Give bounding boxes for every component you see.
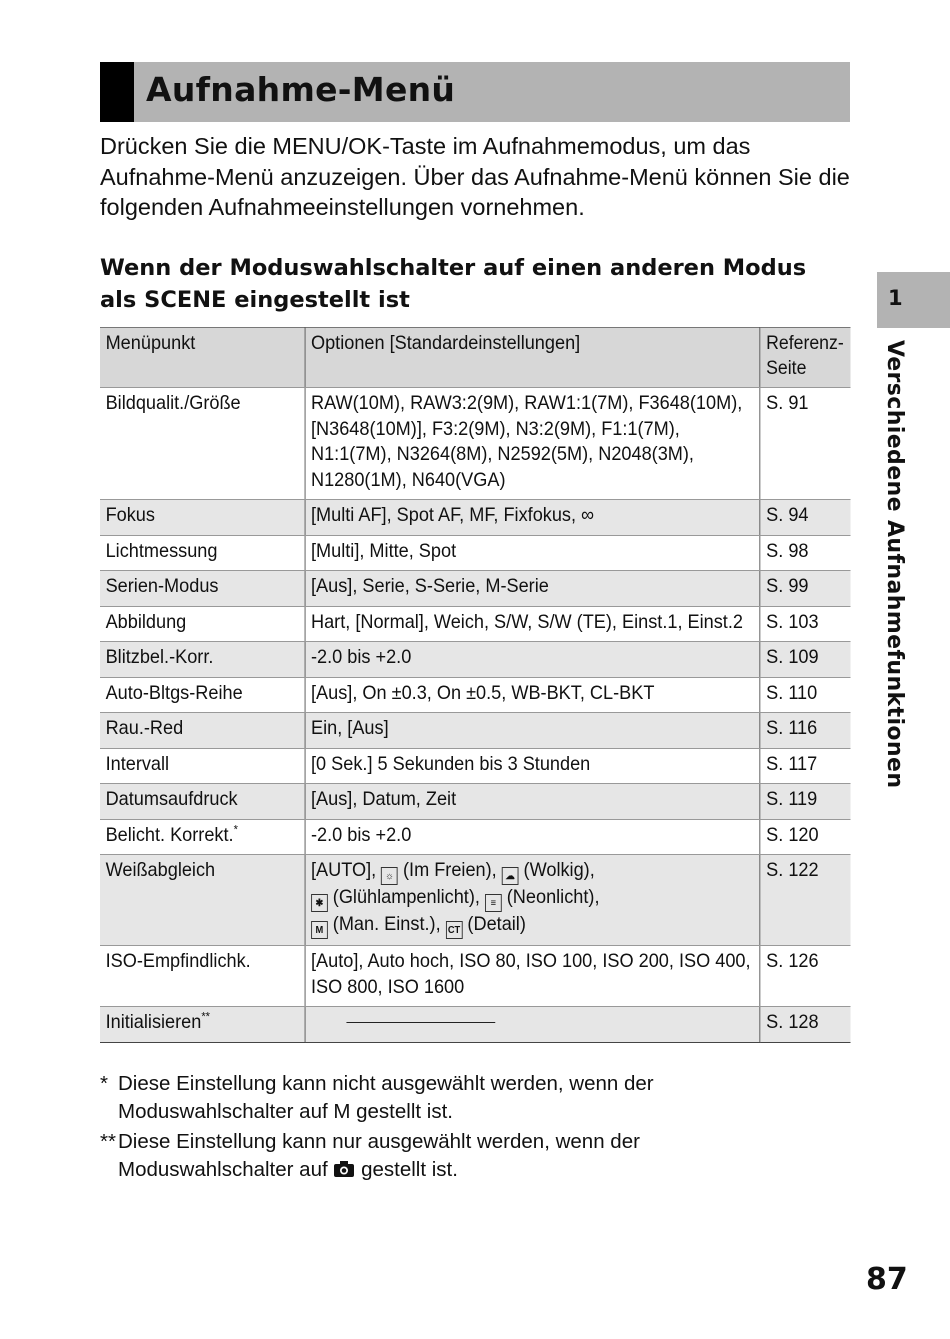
row-item-label: Belicht. Korrekt. (105, 823, 234, 846)
table-row (100, 500, 851, 536)
row-ref: S. 103 (760, 606, 850, 642)
row-item: ISO-Empfindlichk. (100, 946, 305, 1007)
footnotes (100, 1070, 820, 1186)
table-row (100, 1007, 851, 1043)
row-ref: S. 91 (760, 388, 850, 500)
table-row (100, 819, 851, 855)
row-options: -2.0 bis +2.0 (305, 819, 760, 855)
row-ref: S. 109 (760, 642, 850, 678)
row-options: Ein, [Aus] (305, 713, 760, 749)
row-item: Serien-Modus (100, 571, 305, 607)
wb-manual: (Man. Einst.), (332, 913, 441, 935)
row-options: [Aus], Serie, S-Serie, M-Serie (305, 571, 760, 607)
dash-line (346, 1022, 495, 1023)
page-title: Aufnahme-Menü (146, 70, 456, 109)
chapter-number: 1 (888, 286, 903, 310)
row-options: [Aus], Datum, Zeit (305, 784, 760, 820)
row-item: Weißabgleich (100, 855, 305, 946)
table-row (100, 535, 851, 571)
row-item: Lichtmessung (100, 535, 305, 571)
footnote-mark: ** (201, 1009, 211, 1024)
header-menu-item: Menüpunkt (100, 328, 305, 388)
row-options: Hart, [Normal], Weich, S/W, S/W (TE), Einst.1, Einst.2 (305, 606, 760, 642)
row-item: Auto-Bltgs-Reihe (100, 677, 305, 713)
row-item: Abbildung (100, 606, 305, 642)
footnote-text: Diese Einstellung kann nur ausgewählt werden, wenn der Moduswahlschalter auf (118, 1130, 640, 1181)
menu-table (100, 327, 851, 1043)
chapter-label: Verschiedene Aufnahmefunktionen (882, 340, 907, 789)
row-item: Blitzbel.-Korr. (100, 642, 305, 678)
row-options (305, 1007, 760, 1043)
fluorescent-icon: ≡ (485, 894, 502, 912)
row-item (100, 819, 305, 855)
header-options: Optionen [Standardeinstellungen] (305, 328, 760, 388)
row-item: Rau.-Red (100, 713, 305, 749)
wb-detail: (Detail) (467, 913, 526, 935)
intro-paragraph: Drücken Sie die MENU/OK-Taste im Aufnahmemodus, um das Aufnahme-Menü anzuzeigen. Über das Aufnahme-Menü können Sie die folgenden Aufnahmeeinstellungen vornehmen. (100, 133, 850, 220)
wb-cloudy: (Wolkig), (523, 859, 595, 881)
footnote-mark: ** (100, 1130, 116, 1153)
row-options: -2.0 bis +2.0 (305, 642, 760, 678)
row-ref: S. 99 (760, 571, 850, 607)
footnote-mark: * (233, 822, 238, 836)
row-ref: S. 110 (760, 677, 850, 713)
table-header-row (100, 328, 851, 388)
wb-incandescent: (Glühlampenlicht), (332, 886, 480, 908)
row-options: [Multi], Mitte, Spot (305, 535, 760, 571)
table-row (100, 713, 851, 749)
cloud-icon: ☁ (502, 867, 519, 885)
table-row (100, 677, 851, 713)
camera-icon (333, 1160, 355, 1178)
footnote (100, 1128, 820, 1183)
row-options: [0 Sek.] 5 Sekunden bis 3 Stunden (305, 748, 760, 784)
footnote (100, 1070, 820, 1125)
section-heading: Wenn der Moduswahlschalter auf einen anderen Modus als SCENE eingestellt ist (100, 255, 807, 313)
sun-icon: ☼ (381, 867, 398, 885)
detail-wb-icon: CT (446, 921, 463, 939)
row-item-label: Initialisieren (105, 1011, 202, 1033)
row-ref: S. 117 (760, 748, 850, 784)
title-block (100, 62, 134, 122)
row-ref: S. 128 (760, 1007, 850, 1043)
row-item: Datumsaufdruck (100, 784, 305, 820)
row-ref: S. 116 (760, 713, 850, 749)
page-number: 87 (866, 1262, 908, 1297)
table-row (100, 946, 851, 1007)
table-row (100, 388, 851, 500)
wb-fluorescent: (Neonlicht), (506, 886, 600, 908)
row-ref: S. 119 (760, 784, 850, 820)
table-row (100, 606, 851, 642)
row-item: Bildqualit./Größe (100, 388, 305, 500)
table-row (100, 784, 851, 820)
row-ref: S. 120 (760, 819, 850, 855)
footnote-mark: * (100, 1072, 108, 1095)
row-ref: S. 126 (760, 946, 850, 1007)
table-row (100, 642, 851, 678)
manual-wb-icon: M (311, 921, 328, 939)
chapter-tab (877, 272, 950, 328)
row-ref: S. 122 (760, 855, 850, 946)
row-options: [Auto], Auto hoch, ISO 80, ISO 100, ISO 200, ISO 400, ISO 800, ISO 1600 (305, 946, 760, 1007)
row-ref: S. 94 (760, 500, 850, 536)
row-options: [Multi AF], Spot AF, MF, Fixfokus, ∞ (305, 500, 760, 536)
row-item: Fokus (100, 500, 305, 536)
table-row (100, 571, 851, 607)
row-item (100, 1007, 305, 1043)
row-options: [Aus], On ±0.3, On ±0.5, WB-BKT, CL-BKT (305, 677, 760, 713)
footnote-text: Diese Einstellung kann nicht ausgewählt werden, wenn der Moduswahlschalter auf M gestellt ist. (118, 1072, 654, 1123)
row-options: RAW(10M), RAW3:2(9M), RAW1:1(7M), F3648(10M), [N3648(10M)], F3:2(9M), N3:2(9M), F1:1(7M), N1:1(7M), N3264(8M), N2592(5M), N2048(3M), N1280(1M), N640(VGA) (305, 388, 760, 500)
wb-auto: [AUTO], (310, 859, 377, 881)
table-row (100, 748, 851, 784)
bulb-icon: ✱ (311, 894, 328, 912)
table-row (100, 855, 851, 946)
row-options-white-balance (305, 855, 760, 946)
footnote-text-end: gestellt ist. (361, 1157, 458, 1181)
title-bar (100, 62, 850, 122)
row-ref: S. 98 (760, 535, 850, 571)
wb-outdoor: (Im Freien), (402, 859, 497, 881)
header-reference: Referenz-Seite (760, 328, 850, 388)
row-item: Intervall (100, 748, 305, 784)
